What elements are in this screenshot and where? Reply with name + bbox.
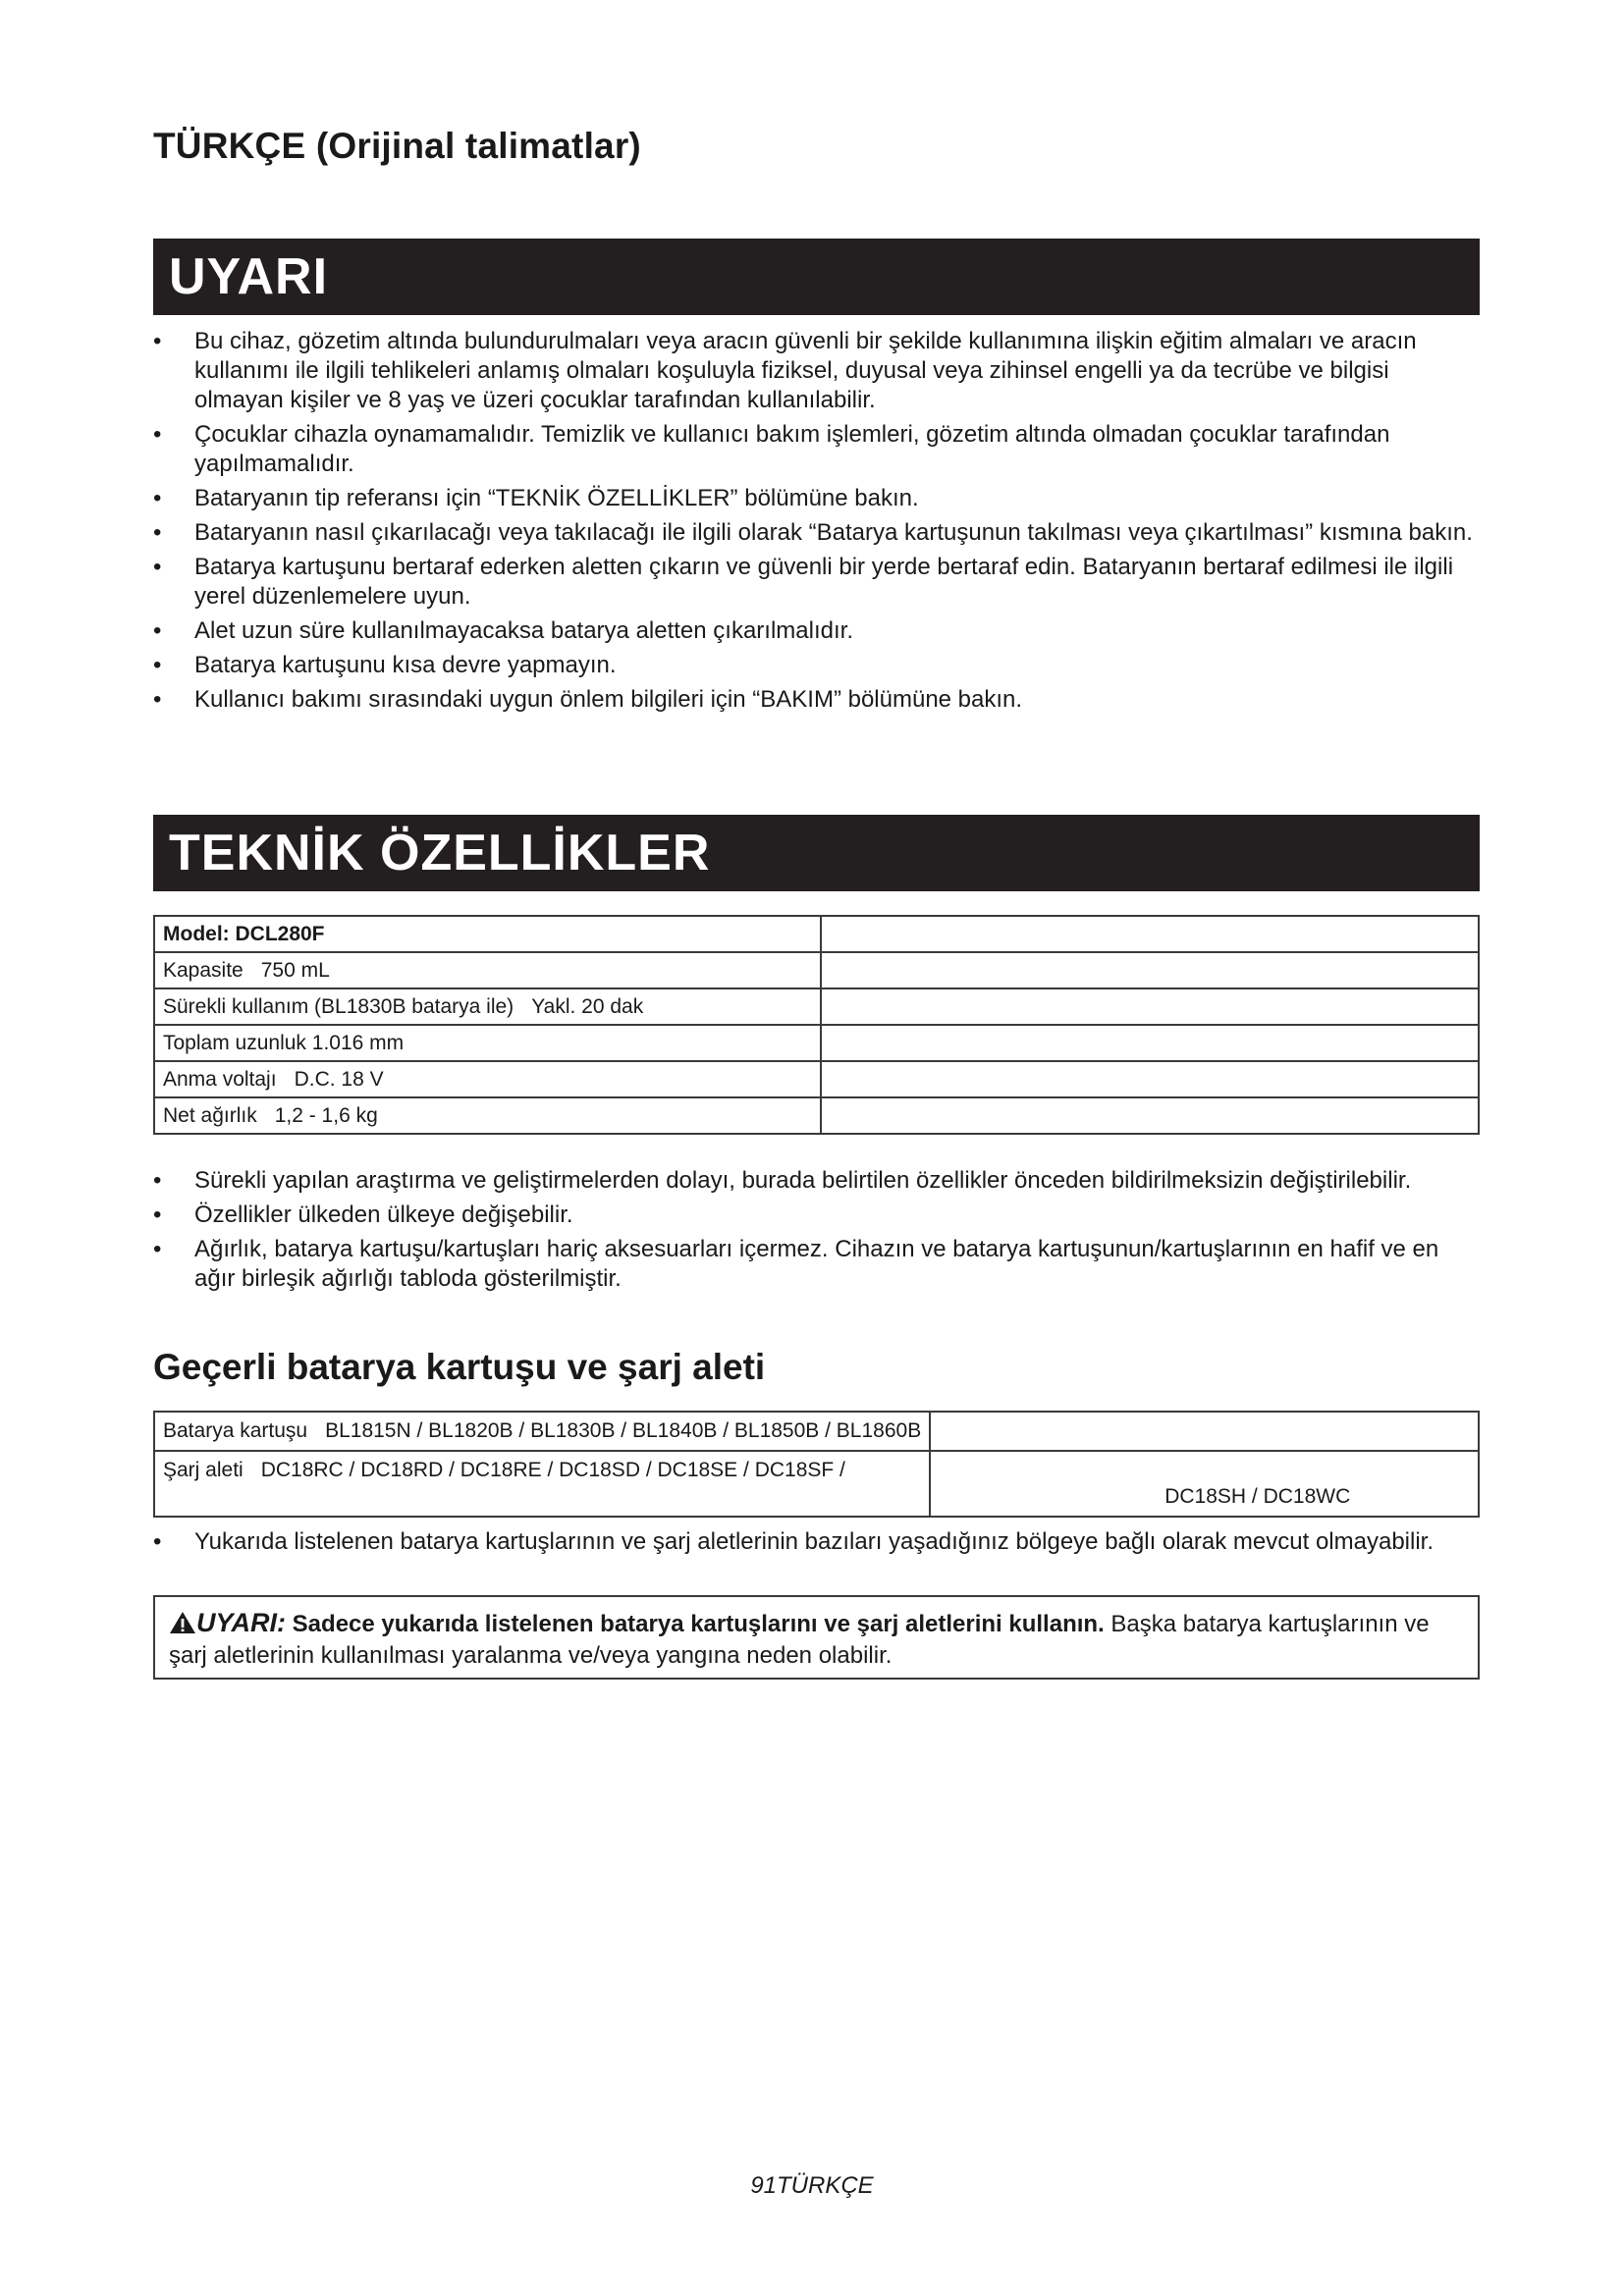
- empty-cell: [821, 988, 1479, 1025]
- spec-label: Net ağırlık: [163, 1103, 257, 1127]
- page-footer: 91TÜRKÇE: [750, 2172, 874, 2199]
- list-item: • Alet uzun süre kullanılmayacaksa batarya aletten çıkarılmalıdır.: [153, 617, 853, 644]
- warning-triangle-icon: [169, 1611, 196, 1634]
- table-row: [154, 916, 1479, 952]
- empty-cell: [821, 952, 1479, 988]
- charger-value: DC18RC / DC18RD / DC18RE / DC18SD / DC18SE / DC18SF /: [260, 1459, 845, 1481]
- specs-bullet-list: [153, 1166, 1480, 1299]
- table-row: [154, 952, 1479, 988]
- warning-section-title: UYARI: [169, 248, 329, 305]
- warning-bold-text: Sadece yukarıda listelenen batarya kartuşlarını ve şarj aletlerini kullanın.: [292, 1611, 1105, 1637]
- battery-warning-box: [153, 1595, 1480, 1680]
- charger-value-continued: DC18SH / DC18WC: [1164, 1485, 1351, 1508]
- empty-cell: [930, 1412, 1479, 1451]
- warning-bullet-list: [153, 327, 1480, 720]
- list-item: • Batarya kartuşunu kısa devre yapmayın.: [153, 652, 617, 678]
- spec-value: 750 mL: [260, 958, 330, 982]
- list-item: • Çocuklar cihazla oynamamalıdır. Temizlik ve kullanıcı bakım işlemleri, gözetim altında olmadan çocuklar tarafından yapılmamalıdır.: [153, 421, 1390, 477]
- list-item: • Batarya kartuşunu bertaraf ederken aletten çıkarın ve güvenli bir yerde bertaraf edin. Bataryanın bertaraf edilmesi ile ilgili yerel düzenlemelere uyun.: [153, 554, 1454, 610]
- list-item: • Yukarıda listelenen batarya kartuşlarının ve şarj aletlerinin bazıları yaşadığınız bölgeye bağlı olarak mevcut olmayabilir.: [153, 1528, 1435, 1555]
- warning-text: Başka batarya kartuşlarının ve şarj aletlerinin kullanılması yaralanma ve/veya yangına neden olabilir.: [169, 1611, 1430, 1669]
- table-row: [154, 1451, 1479, 1517]
- cartridge-label: Batarya kartuşu: [163, 1419, 308, 1442]
- spec-label: Sürekli kullanım (BL1830B batarya ile): [163, 994, 514, 1018]
- cartridge-value: BL1815N / BL1820B / BL1830B / BL1840B / BL1850B / BL1860B: [325, 1419, 922, 1442]
- spec-label: Anma voltajı: [163, 1067, 277, 1091]
- table-row: [154, 1025, 1479, 1061]
- specs-section-banner: [153, 815, 1480, 891]
- list-item: • Bataryanın tip referansı için “TEKNİK ÖZELLİKLER” bölümüne bakın.: [153, 485, 919, 511]
- charger-label: Şarj aleti: [163, 1459, 244, 1481]
- empty-cell: [821, 1061, 1479, 1097]
- table-row: [154, 1061, 1479, 1097]
- page-title: TÜRKÇE (Orijinal talimatlar): [153, 126, 641, 166]
- spec-label: Kapasite: [163, 958, 244, 982]
- battery-table: [153, 1411, 1480, 1518]
- spec-label: Toplam uzunluk: [163, 1031, 306, 1054]
- list-item: • Kullanıcı bakımı sırasındaki uygun önlem bilgileri için “BAKIM” bölümüne bakın.: [153, 686, 1023, 713]
- list-item: • Bataryanın nasıl çıkarılacağı veya takılacağı ile ilgili olarak “Batarya kartuşunun takılması veya çıkartılması” kısmına bakın.: [153, 519, 1473, 546]
- spec-value: D.C. 18 V: [294, 1067, 384, 1091]
- battery-section-title: Geçerli batarya kartuşu ve şarj aleti: [153, 1347, 766, 1387]
- table-row: [154, 988, 1479, 1025]
- empty-cell: [821, 916, 1479, 952]
- battery-note-list: [153, 1527, 1480, 1562]
- specs-table: [153, 915, 1480, 1135]
- table-row: [154, 1412, 1479, 1451]
- spec-value: Yakl. 20 dak: [531, 994, 644, 1018]
- list-item: • Özellikler ülkeden ülkeye değişebilir.: [153, 1201, 573, 1228]
- empty-cell: [821, 1025, 1479, 1061]
- spec-value: 1.016 mm: [311, 1031, 405, 1054]
- list-item: • Ağırlık, batarya kartuşu/kartuşları hariç aksesuarları içermez. Cihazın ve batarya kartuşunun/kartuşlarının en hafif ve en ağır birleşik ağırlığı tabloda gösterilmiştir.: [153, 1236, 1439, 1292]
- specs-section-title: TEKNİK ÖZELLİKLER: [169, 825, 711, 881]
- empty-cell: [821, 1097, 1479, 1134]
- spec-value: 1,2 - 1,6 kg: [274, 1103, 378, 1127]
- warning-section-banner: [153, 239, 1480, 315]
- model-label: Model: DCL280F: [154, 916, 821, 952]
- list-item: • Bu cihaz, gözetim altında bulundurulmaları veya aracın güvenli bir şekilde kullanımına ilişkin eğitim almaları ve aracın kullanımı ile ilgili tehlikeleri anlamış olmaları koşuluyla fiziksel, duyusal veya zihinsel engelli ya da tecrübe ve bilgisi olmayan kişiler ve 8 yaş ve üzeri çocuklar tarafından kullanılabilir.: [153, 328, 1417, 413]
- table-row: [154, 1097, 1479, 1134]
- list-item: • Sürekli yapılan araştırma ve geliştirmelerden dolayı, burada belirtilen özellikler önceden bildirilmeksizin değiştirilebilir.: [153, 1167, 1412, 1194]
- warning-label: UYARI:: [196, 1608, 286, 1637]
